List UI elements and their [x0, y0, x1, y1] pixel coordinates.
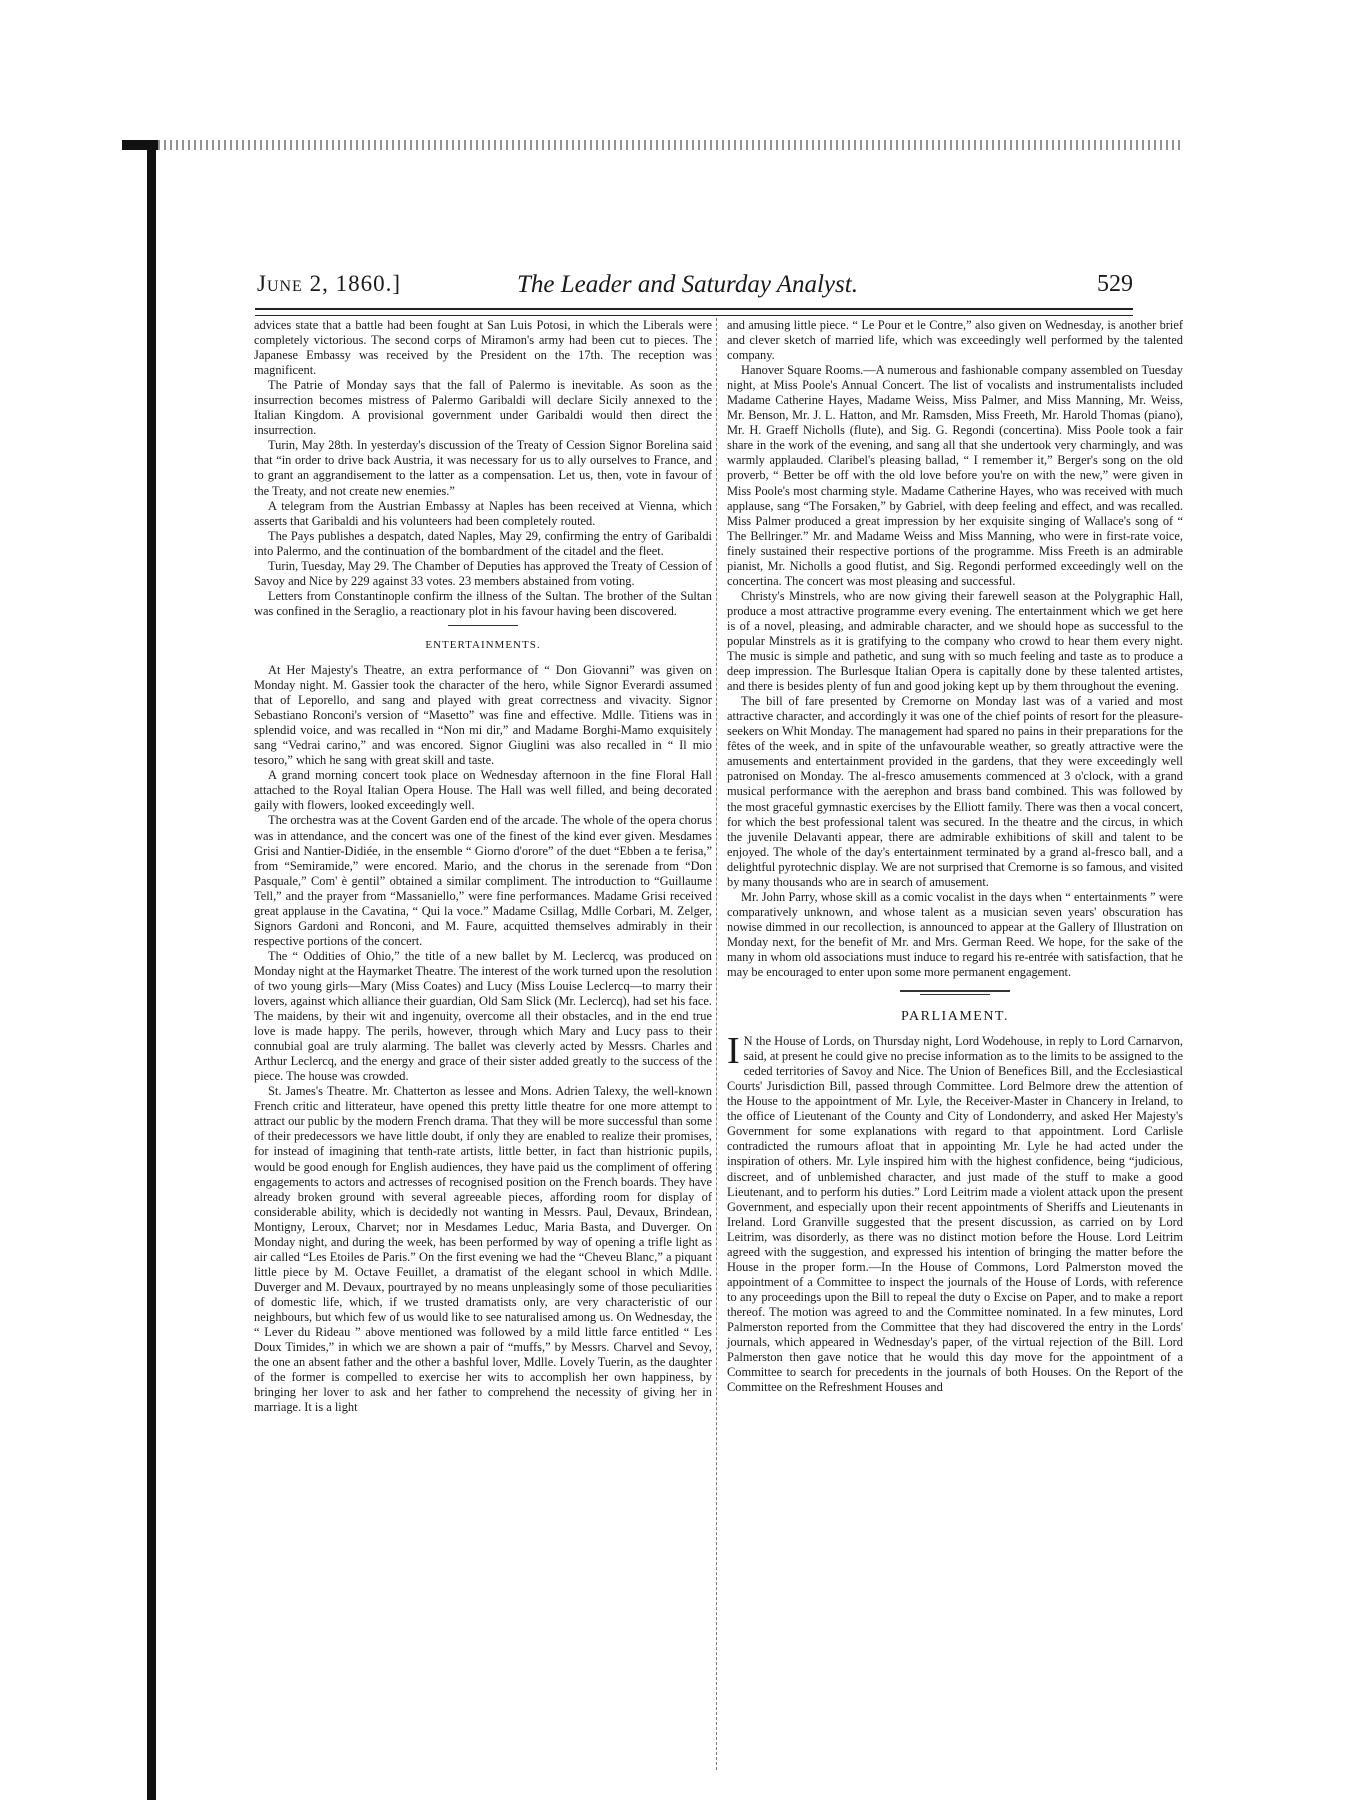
page-binding-edge — [147, 140, 156, 1800]
section-heading-entertainments: ENTERTAINMENTS. — [425, 638, 541, 651]
section-rule — [448, 625, 518, 626]
right-column — [727, 318, 1183, 1395]
parliament-paragraph — [727, 1030, 1183, 1395]
article-paragraph: The orchestra was at the Covent Garden end of the arcade. The whole of the opera chorus was in attendance, and the concert was one of the finest of the kind ever given. Mesdames Grisi and Nantier-Didiée, in the ensemble “ Giorno d'orore” of the duet “Ebben a te ferisa,” from “Semiramide,” were encored. Mario, and the chorus in the serenade from “Don Pasquale,” Com' è gentil” obtained a similar compliment. The introduction to “Guillaume Tell,” and the prayer from “Massaniello,” were fine performances. Madame Grisi received great applause in the Cavatina, “ Qui la voce.” Madame Csillag, Mdlle Corbari, M. Zelger, Signors Gardoni and Ronconi, and M. Faure, acquitted themselves admirably in their respective portions of the concert. — [254, 813, 712, 948]
article-paragraph: Mr. John Parry, whose skill as a comic vocalist in the days when “ entertainments ” were comparatively unknown, and whose talent as a musician seven years' obscuration has nowise dimmed in our recollection, is announced to appear at the Gallery of Illustration on Monday next, for the benefit of Mr. and Mrs. German Reed. We hope, for the sake of the many in whom old associations must induce to regard his re-entrée with satisfaction, that he may be encouraged to enter upon some more permanent engagement. — [727, 889, 1183, 980]
article-paragraph: The “ Oddities of Ohio,” the title of a new ballet by M. Leclercq, was produced on Monday night at the Haymarket Theatre. The interest of the work turned upon the resolution of two young girls—Mary (Miss Coates) and Lucy (Miss Louise Leclercq—to marry their lovers, against which alliance their guardian, Old Sam Slick (Mr. Leclercq), had set his face. The maidens, by their wit and ingenuity, overcome all their obstacles, and in the end true love is made happy. The perils, however, through which Mary and Lucy pass to their connubial goal are truly alarming. The ballet was cleverly acted by Messrs. Charles and Arthur Leclercq, and the energy and grace of their sister added greatly to the success of the piece. The house was crowded. — [254, 948, 712, 1084]
news-paragraph: The Patrie of Monday says that the fall of Palermo is inevitable. As soon as the insurrection becomes mistress of Palermo Garibaldi will declare Sicily annexed to the Italian Kingdom. A provisional government under Garibaldi would then direct the insurrection. — [254, 378, 712, 438]
article-paragraph: A grand morning concert took place on Wednesday afternoon in the fine Floral Hall attached to the Royal Italian Opera House. The Hall was well filled, and being decorated gaily with flowers, looked exceedingly well. — [254, 768, 712, 813]
left-column — [254, 318, 712, 1415]
article-paragraph: The bill of fare presented by Cremorne on Monday last was of a varied and most attractive character, and accordingly it was one of the chief points of resort for the pleasure-seekers on Whit Monday. The management had spared no pains in their preparations for the fêtes of the week, and in spite of the unfavourable weather, so greatly attractive were the amusements and entertainment provided in the gardens, that they were exceedingly well patronised on Monday. The al-fresco amusements commenced at 3 o'clock, with a grand musical performance with the aerephon and brass band combined. This was followed by the most graceful gymnastic exercises by the Elliott family. There was then a vocal concert, for which the best professional talent was secured. In the theatre and the circus, in which the juvenile Delavanti appear, there are admirable exhibitions of skill and talent to be enjoyed. The whole of the day's entertainment terminated by a grand al-fresco ball, and a delightful pyrotechnic display. We are not surprised that Cremorne is so famous, and visited by many thousands who are in search of amusement. — [727, 694, 1183, 889]
page-number: 529 — [1097, 271, 1133, 297]
article-paragraph: Hanover Square Rooms.—A numerous and fashionable company assembled on Tuesday night, at Miss Poole's Annual Concert. The list of vocalists and instrumentalists included Madame Catherine Hayes, Madame Weiss, Miss Palmer, and Miss Manning, Mr. Weiss, Mr. Benson, Mr. J. L. Hatton, and Mr. Ramsden, Miss Freeth, Mr. Harold Thomas (piano), Mr. H. Graeff Nicholls (flute), and Sig. G. Regondi (concertina). Miss Poole took a fair share in the work of the evening, and sang all that she undertook very charmingly, and was warmly applauded. Claribel's pleasing ballad, “ I remember it,” Berger's song on the old proverb, “ Better be off with the old love before you're on with the new,” were given in Miss Poole's most charming style. Madame Catherine Hayes, who was received with much applause, sang “The Forsaken,” by Gabriel, with deep feeling and effect, and was recalled. Miss Palmer produced a great impression by her exquisite singing of Wallace's song of “ The Bellringer.” Mr. and Madame Weiss and Miss Manning, who were in first-rate voice, finely sustained their respective portions of the programme. Miss Freeth is an admirable pianist, Mr. Nicholls a good flutist, and Sig. Regondi performed exceedingly well on the concertina. The concert was most pleasing and successful. — [727, 363, 1183, 588]
issue-date: June 2, 1860.] — [257, 271, 401, 296]
article-paragraph: St. James's Theatre. Mr. Chatterton as lessee and Mons. Adrien Talexy, the well-known French critic and litterateur, have opened this pretty little theatre for one more attempt to attract our public by the modern French drama. That they will be more successful than some of their predecessors we have little doubt, if only they are enabled to realize their promises, for instead of imagining that tenth-rate artists, little better, in fact than histrionic pupils, would be good enough for English audiences, they have paid us the compliment of offering engagements to actors and actresses of recognised position on the French boards. They have already broken ground with several agreeable pieces, affording room for display of considerable ability, which is decidedly not wanting in Messrs. Paul, Devaux, Brindean, Montigny, Leroux, Charvet; nor in Mesdames Leduc, Maria Basta, and Duverger. On Monday night, and during the week, has been performed by way of opening a trifle light as air called “Les Etoiles de Paris.” On the first evening we had the “Cheveu Blanc,” a piquant little piece by M. Octave Feuillet, a dramatist of the elegant school in which Mdlle. Duverger and M. Devaux, pourtrayed by no means unpleasingly some of those peculiarities of domestic life, which, if we trusted dramatists only, are very characteristic of our neighbours, but which few of us would like to see naturalised among us. On Wednesday, the “ Lever du Rideau ” above mentioned was followed by a mild little farce entitled “ Les Doux Timides,” in which we are shown a pair of “muffs,” by Messrs. Charvel and Sevoy, the one an absent father and the other a bashful lover, Mdlle. Lovely Tuerin, as the daughter of the former is compelled to exercise her wits to accomplish her own happiness, by bringing her lover to ask and her father to comprehend the necessity of giving her in marriage. It is a light — [254, 1084, 712, 1415]
scan-edge-noise — [122, 140, 1182, 150]
news-paragraph: Turin, Tuesday, May 29. The Chamber of Deputies has approved the Treaty of Cession of Savoy and Nice by 229 against 33 votes. 23 members abstained from voting. — [254, 558, 712, 588]
header-rule — [255, 308, 1133, 316]
article-paragraph: and amusing little piece. “ Le Pour et le Contre,” also given on Wednesday, is another brief and clever sketch of married life, which was exceedingly well performed by the talented company. — [727, 318, 1183, 363]
news-paragraph: The Pays publishes a despatch, dated Naples, May 29, confirming the entry of Garibaldi into Palermo, and the continuation of the bombardment of the citadel and the fleet. — [254, 528, 712, 558]
article-paragraph: At Her Majesty's Theatre, an extra performance of “ Don Giovanni” was given on Monday night. M. Gassier took the character of the hero, while Signor Everardi assumed that of Leporello, and sang and played with great correctness and vivacity. Signor Sebastiano Ronconi's version of “Masetto” was fine and effective. Mdlle. Titiens was in splendid voice, and was recalled in “Non mi dir,” and Madame Borghi-Mamo exquisitely sang “Vedrai carino,” and was encored. Signor Giuglini was also recalled in “ Il mio tesoro,” which he sang with great skill and taste. — [254, 662, 712, 768]
publication-title: The Leader and Saturday Analyst. — [517, 271, 858, 298]
page-header — [255, 265, 1133, 305]
drop-cap: I — [727, 1030, 740, 1073]
article-paragraph: Christy's Minstrels, who are now giving their farewell season at the Polygraphic Hall, produce a most attractive programme every evening. The entertainment which we get here is of a novel, pleasing, and admirable character, and we should hope as successful to the popular Minstrels as it is gratifying to the company who crowd to hear them every night. The music is simple and pathetic, and sung with so much feeling and taste as to produce a deep impression. The Burlesque Italian Opera is capitally done by these talented artistes, and there is besides plenty of fun and good joking kept up by them throughout the evening. — [727, 588, 1183, 694]
news-paragraph: advices state that a battle had been fought at San Luis Potosi, in which the Liberals were completely victorious. The second corps of Miramon's army had been cut to pieces. The Japanese Embassy was received by the President on the 17th. The reception was magnificent. — [254, 318, 712, 378]
news-paragraph: Letters from Constantinople confirm the illness of the Sultan. The brother of the Sultan was confined in the Seraglio, a reactionary plot in his favour having been discovered. — [254, 588, 712, 618]
section-heading-parliament: PARLIAMENT. — [901, 1009, 1009, 1025]
parliament-text: N the House of Lords, on Thursday night, Lord Wodehouse, in reply to Lord Carnarvon, said, at present he could give no precise information as to the limits to be assigned to the ceded territories of Savoy and Nice. The Union of Benefices Bill, and the Ecclesiastical Courts' Jurisdiction Bill, passed through Committee. Lord Belmore drew the attention of the House to the appointment of Mr. Lyle, the Receiver-Master in Chancery in Ireland, to the office of Lieutenant of the County and City of Londonderry, and asked Her Majesty's Government for some explanations with regard to that appointment. Lord Carlisle contradicted the rumours afloat that in appointing Mr. Lyle he had acted under the inspiration of others. Mr. Lyle inspired him with the highest confidence, being “judicious, discreet, and of unblemished character, and just made of the stuff to make a good Lieutenant, and to perform his duties.” Lord Leitrim made a violent attack upon the present Government, and especially upon their recent appointments of Sheriffs and Lieutenants in Ireland. Lord Granville suggested that the present discussion, as carried on by Lord Leitrim, was disorderly, as there was no distinct motion before the House. Lord Leitrim agreed with the suggestion, and expressed his intention of bringing the matter before the House in the proper form.—In the House of Commons, Lord Palmerston moved the appointment of a Committee to inspect the journals of the House of Lords, with reference to any proceedings upon the Bill to repeal the duty o Excise on Paper, and to make a report thereof. The motion was agreed to and the Committee nominated. In a few minutes, Lord Palmerston reported from the Committee that they had discovered the entry in the Lords' journals, which appeared in Wednesday's paper, of the virtual rejection of the Bill. Lord Palmerston then gave notice that he would this day move for the appointment of a Committee to search for precedents in the journals of both Houses. On the Report of the Committee on the Refreshment Houses and — [727, 1034, 1183, 1395]
news-paragraph: Turin, May 28th. In yesterday's discussion of the Treaty of Cession Signor Borelina said that “in order to drive back Austria, it was necessary for us to ally ourselves to France, and to grant an aggrandisement to the latter as a compensation. Let us, then, vote in favour of the Treaty, and not create new enemies.” — [254, 438, 712, 498]
section-rule — [900, 990, 1010, 992]
news-paragraph: A telegram from the Austrian Embassy at Naples has been received at Vienna, which asserts that Garibaldi and his volunteers had been completely routed. — [254, 498, 712, 528]
section-rule — [920, 994, 990, 995]
column-divider — [716, 318, 718, 1770]
